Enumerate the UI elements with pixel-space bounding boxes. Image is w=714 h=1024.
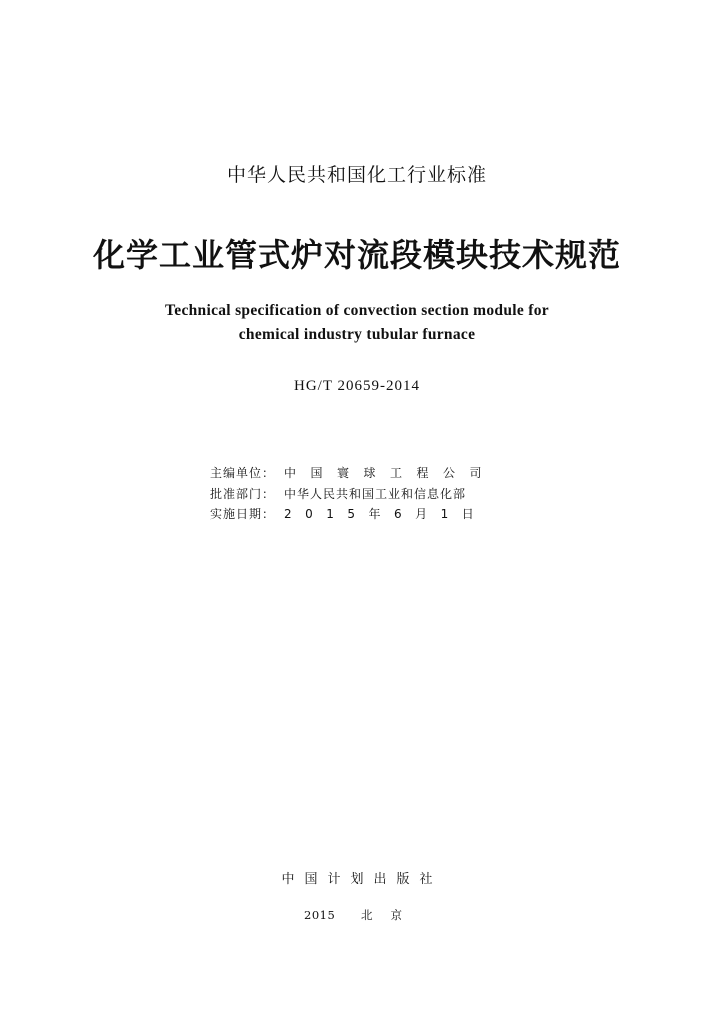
publication-place-year (0, 907, 714, 923)
meta-label-approver: 批准部门： (210, 486, 276, 501)
publisher-name: 中国计划出版社 (281, 872, 443, 887)
meta-label-editor: 主编单位： (210, 466, 276, 480)
document-title-chinese: 化学工业管式炉对流段模块技术规范 (92, 236, 621, 274)
publication-city: 北京 (360, 908, 420, 922)
metadata-block (210, 463, 510, 525)
document-title-english-line2: chemical industry tubular furnace (238, 326, 476, 343)
meta-label-effective-date: 实施日期： (210, 507, 276, 521)
document-title-english-line1: Technical specification of convection section module for (165, 302, 549, 319)
meta-value-approver: 中华人民共和国工业和信息化部 (284, 486, 467, 501)
meta-value-effective-date: 2015年6月1日 (284, 507, 488, 521)
meta-row-editor (210, 463, 510, 484)
publication-year: 2015 (304, 908, 336, 922)
meta-row-effective-date (210, 504, 510, 525)
standard-number: HG/T 20659-2014 (294, 378, 420, 394)
meta-row-approver (210, 484, 510, 505)
industry-standard-heading: 中华人民共和国化工行业标准 (226, 164, 487, 186)
meta-value-editor: 中国寰球工程公司 (284, 466, 497, 480)
